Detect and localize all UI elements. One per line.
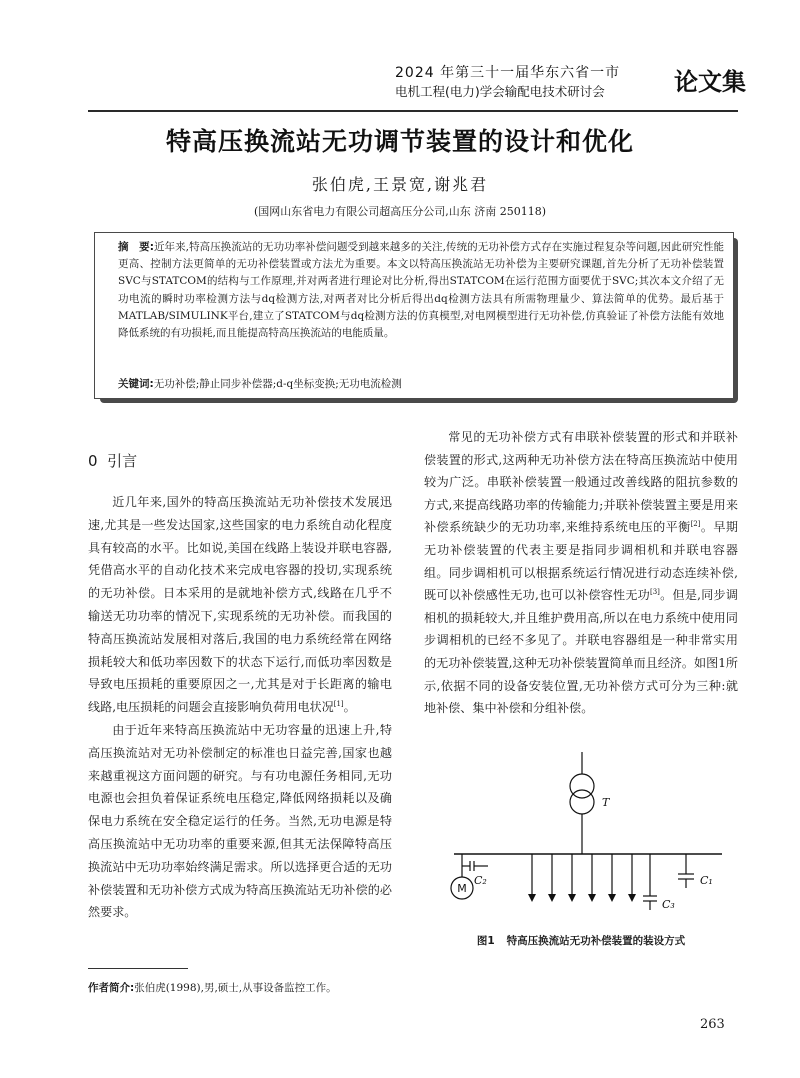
header-conference-line2: 电机工程(电力)学会输配电技术研讨会 (395, 84, 605, 99)
section-number: 0 (88, 452, 98, 470)
figure-1-caption-text: 特高压换流站无功补偿装置的装设方式 (506, 935, 686, 947)
load-arrow-5 (608, 894, 616, 902)
footnote-text: 张伯虎(1998),男,硕士,从事设备监控工作。 (134, 982, 337, 994)
section-title: 引言 (107, 452, 138, 470)
header-conference-line1: 2024 年第三十一届华东六省一市 (395, 65, 621, 81)
right-paragraph-1-text-c: 。但是,同步调相机的损耗较大,并且维护费用高,所以在电力系统中使用同步调相机的已经不多见了。并联电容器组是一种非常实用的无功补偿装置,这种无功补偿装置简单而且经济。如图1所示,依据不同的设备安装位置,无功补偿方式可分为三种:就地补偿、集中补偿和分组补偿。 (424, 588, 738, 716)
motor-label: M (457, 882, 467, 895)
transformer-label: T (602, 796, 610, 809)
figure-1-caption (424, 933, 738, 948)
citation-3: [3] (650, 588, 660, 597)
figure-1-number: 图1 (476, 935, 495, 947)
left-paragraph-1-text: 近几年来,国外的特高压换流站无功补偿技术发展迅速,尤其是一些发达国家,这些国家的电力系统自动化程度具有较高的水平。比如说,美国在线路上装设并联电容器,凭借高水平的自动化技术来完成电容器的投切,实现系统的无功补偿。日本采用的是就地补偿方式,线路在几乎不输送无功功率的情况下,实现系统的无功补偿。而我国的特高压换流站发展相对落后,我国的电力系统经常在网络损耗较大和低功率因数下的状态下运行,而低功率因数是导致电压损耗的重要原因之一,尤其是对于长距离的输电线路,电压损耗的问题会直接影响负荷用电状况 (88, 495, 392, 715)
load-arrow-3 (568, 894, 576, 902)
page-number: 263 (700, 1017, 725, 1032)
section-heading (88, 450, 137, 471)
footnote-rule (88, 968, 188, 969)
left-paragraph-2: 由于近年来特高压换流站中无功容量的迅速上升,特高压换流站对无功补偿制定的标准也日益完善,国家也越来越重视这方面问题的研究。与有功电源任务相同,无功电源也会担负着保证系统电压稳定,降低网络损耗以及确保电力系统在安全稳定运行的任务。当然,无功电源是特高压换流站中无功功率的重要来源,但其无法保障特高压换流站中无功功率始终满足需求。所以选择更合适的无功补偿装置和无功补偿方式成为特高压换流站无功补偿的必然要求。 (88, 722, 392, 920)
header-brand: 论文集 (674, 68, 746, 96)
paper-title: 特高压换流站无功调节装置的设计和优化 (165, 127, 634, 156)
capacitor-c2-label: C₂ (474, 874, 487, 887)
capacitor-c3-label: C₃ (662, 898, 675, 911)
citation-1: [1] (333, 700, 344, 709)
abstract-text: 近年来,特高压换流站的无功功率补偿问题受到越来越多的关注,传统的无功补偿方式存在实施过程复杂等问题,因此研究性能更高、控制方法更简单的无功补偿装置或方法尤为重要。本文以特高压换流站无功补偿为主要研究课题,首先分析了无功补偿装置SVC与STATCOM的结构与工作原理,并对两者进行理论对比分析,得出STATCOM在运行范围方面要优于SVC;其次本文介绍了无功电流的瞬时功率检测方法与dq检测方法,对两者对比分析后得出dq检测方法具有所需物理量少、算法简单的优势。最后基于MATLAB/SIMULINK平台,建立了STATCOM与dq检测方法的仿真模型,对电网模型进行无功补偿,仿真验证了补偿方法能有效地降低系统的有功损耗,而且能提高特高压换流站的电能质量。 (118, 241, 725, 340)
load-arrow-2 (548, 894, 556, 902)
right-paragraph-1 (424, 426, 738, 720)
figure-1-diagram (432, 752, 732, 930)
keywords-text: 无功补偿;静止同步补偿器;d-q坐标变换;无功电流检测 (153, 378, 402, 390)
capacitor-c1-label: C₁ (700, 874, 713, 887)
transformer-winding-1 (570, 774, 594, 798)
abstract (118, 239, 724, 342)
load-arrow-6 (628, 894, 636, 902)
right-paragraph-1-text-b: 。早期无功补偿装置的代表主要是指同步调相机和并联电容器组。同步调相机可以根据系统运行情况进行动态连续补偿,既可以补偿感性无功,也可以补偿容性无功 (424, 520, 738, 603)
paper-affiliation: (国网山东省电力有限公司超高压分公司,山东 济南 250118) (253, 205, 547, 218)
footnote (88, 980, 337, 995)
keywords (118, 376, 724, 391)
left-paragraph-1-end: 。 (343, 700, 356, 715)
left-paragraph-1 (88, 491, 392, 719)
load-arrow-4 (588, 894, 596, 902)
footnote-label: 作者简介: (88, 982, 135, 994)
paper-authors: 张伯虎,王景宽,谢兆君 (311, 175, 489, 194)
load-arrow-1 (528, 894, 536, 902)
right-column (424, 426, 738, 720)
abstract-label: 摘 要: (118, 241, 154, 253)
citation-2: [2] (690, 520, 701, 529)
transformer-winding-2 (570, 790, 594, 814)
left-column (88, 491, 392, 924)
keywords-label: 关键词: (118, 378, 154, 390)
right-paragraph-1-text-a: 常见的无功补偿方式有串联补偿装置的形式和并联补偿装置的形式,这两种无功补偿方法在特高压换流站中使用较为广泛。串联补偿装置一般通过改善线路的阻抗参数的方式,来提高线路功率的传输能力;并联补偿装置主要是用来补偿系统缺少的无功功率,来维持系统电压的平衡 (424, 430, 738, 535)
header-rule (88, 110, 738, 112)
